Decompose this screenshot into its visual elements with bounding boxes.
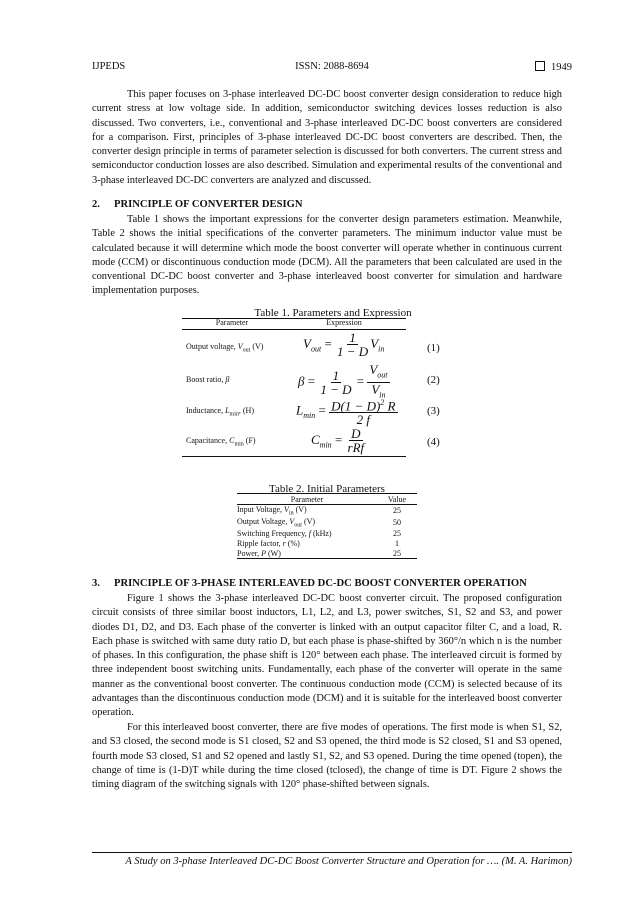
section-3-paragraph-1: Figure 1 shows the 3-phase interleaved DC-DC boost converter circuit. The proposed configuration circuit consists of three similar boost inductors, L1, L2, and L3, power switches, S1, S2 and S3, and power diodes D1, D2, and D3. Each phase of the converter is linked with an output capacitor filter C, and a load, R. Each phase is switched with same duty ratio D, but each phase is phase-shifted by 360°/n which n is the number of phases. In this configuration, the phase shift is 120° between each phase. The interleaved circuit is formed by three independent boost switching units. Fundamentally, each phase of the converter will operate in the same manner as the conventional boost converter. The continuous conduction mode (CCM) is selected because of its advantages than the discontinuous conduction mode (DCM) and it is suitable for the interleaved boost converter operation. xyxy=(92,593,562,719)
table-row: Input Voltage, $V_{in}$ (V) 25 xyxy=(237,505,401,517)
journal-name: IJPEDS xyxy=(92,61,126,72)
table-row: Switching Frequency, f (kHz) 25 xyxy=(237,528,401,538)
table-1-row-4-label: Capacitance, $C_{min}$ (F) xyxy=(186,436,256,448)
equation-1: $V_{out}$ = $\frac{1}{1 - D}$ $V_{in}$ xyxy=(303,330,385,359)
table-1-row-3-label: Inductance, $L_{min}$, (H) xyxy=(186,406,254,418)
table-row: Power, P (W) 25 xyxy=(237,548,417,559)
table-2-header-parameter: Parameter xyxy=(237,494,377,505)
table-1-header-parameter: Parameter xyxy=(215,318,249,327)
running-header xyxy=(92,61,572,75)
table-2-caption: Table 2. Initial Parameters xyxy=(269,483,385,495)
equation-3: $L_{min}$ = $\frac{D(1 - D)^2 R}{2 f}$ xyxy=(296,398,396,428)
equation-number-4: (4) xyxy=(427,436,440,448)
table-1-row-1-label: Output voltage, $V_{out}$ (V) xyxy=(186,342,264,354)
section-3-heading xyxy=(92,578,527,589)
running-footer: A Study on 3-phase Interleaved DC-DC Boost Converter Structure and Operation for …. (M. A. Harimon) xyxy=(125,856,572,867)
table-1-row-2-label: Boost ratio, β xyxy=(186,375,230,384)
table-1-caption: Table 1. Parameters and Expression xyxy=(254,307,412,319)
equation-number-3: (3) xyxy=(427,405,440,417)
page-number-block xyxy=(535,61,572,73)
equation-number-1: (1) xyxy=(427,342,440,354)
footer-rule xyxy=(92,852,572,853)
equation-number-2: (2) xyxy=(427,374,440,386)
intro-paragraph: This paper focuses on 3-phase interleaved DC-DC boost converter design consideration to reduce high current stress at low voltage side. In addition, semiconductor switching devices losses reduction is also discussed. Two converters, i.e., conventional and 3-phase interleaved DC-DC boost converters are considered for a comparison. First, principles of 3-phase interleaved DC-DC boost converters are described. Then, the converter design principle in terms of parameter selection is discussed for both converters. The current stress and semiconductor conduction losses are also described. Simulation and experimental results of the conventional and 3-phase interleaved DC-DC converters are analyzed and discussed. xyxy=(92,89,562,186)
section-2-title: PRINCIPLE OF CONVERTER DESIGN xyxy=(114,199,303,210)
page-number: 1949 xyxy=(551,62,572,73)
table-2-header-value: Value xyxy=(377,494,417,505)
section-2-paragraph: Table 1 shows the important expressions for the converter design parameters estimation. Meanwhile, Table 2 shows the initial specifications of the converter parameters. The minimum inductor value must be calculated because it will determine which mode the boost converter will operate whether in continuous current mode (CCM) or discontinuous conduction mode (DCM). All the parameters that been calculated are used in the conventional DC-DC boost converter and 3-phase interleaved boost converter for simulation and hardware implementation purposes. xyxy=(92,214,562,297)
table-1-header-expression: Expression xyxy=(326,318,362,327)
equation-2: β = $\frac{1}{1 - D}$ = $\frac{V_{out}}{V_{in}}$ xyxy=(298,362,388,400)
section-3-paragraph-2: For this interleaved boost converter, there are five modes of operations. The first mode is when S1, S2, and S3 closed, the second mode is S1 closed, S2 and S3 opened, the third mode is S2 closed, S1 and S3 opened, fourth mode S3 closed, S1 and S2 opened and lastly S1, S2, and S3 opened. During the time opened (topen), the change of time is (1-D)T while during the time closed (tclosed), the change of time is DT. Figure 2 shows the timing diagram of the switching signals with 120° phase-shifted between signals. xyxy=(92,722,562,791)
section-3-number: 3. xyxy=(92,578,100,589)
table-row: Output Voltage, $V_{out}$ (V) 50 xyxy=(237,516,401,529)
equation-4: $C_{min}$ = $\frac{D}{\text{rRf}}$ xyxy=(311,426,365,455)
table-1-header-rule xyxy=(182,329,406,330)
checkbox-square-icon xyxy=(535,61,545,71)
issn: ISSN: 2088-8694 xyxy=(295,61,369,72)
table-2 xyxy=(237,493,417,559)
table-row: Ripple factor, r (%) 1 xyxy=(237,538,399,548)
section-2-heading xyxy=(92,199,302,210)
section-2-number: 2. xyxy=(92,199,100,210)
table-1-bottom-rule xyxy=(182,456,406,457)
section-3-title: PRINCIPLE OF 3-PHASE INTERLEAVED DC-DC BOOST CONVERTER OPERATION xyxy=(114,578,527,589)
